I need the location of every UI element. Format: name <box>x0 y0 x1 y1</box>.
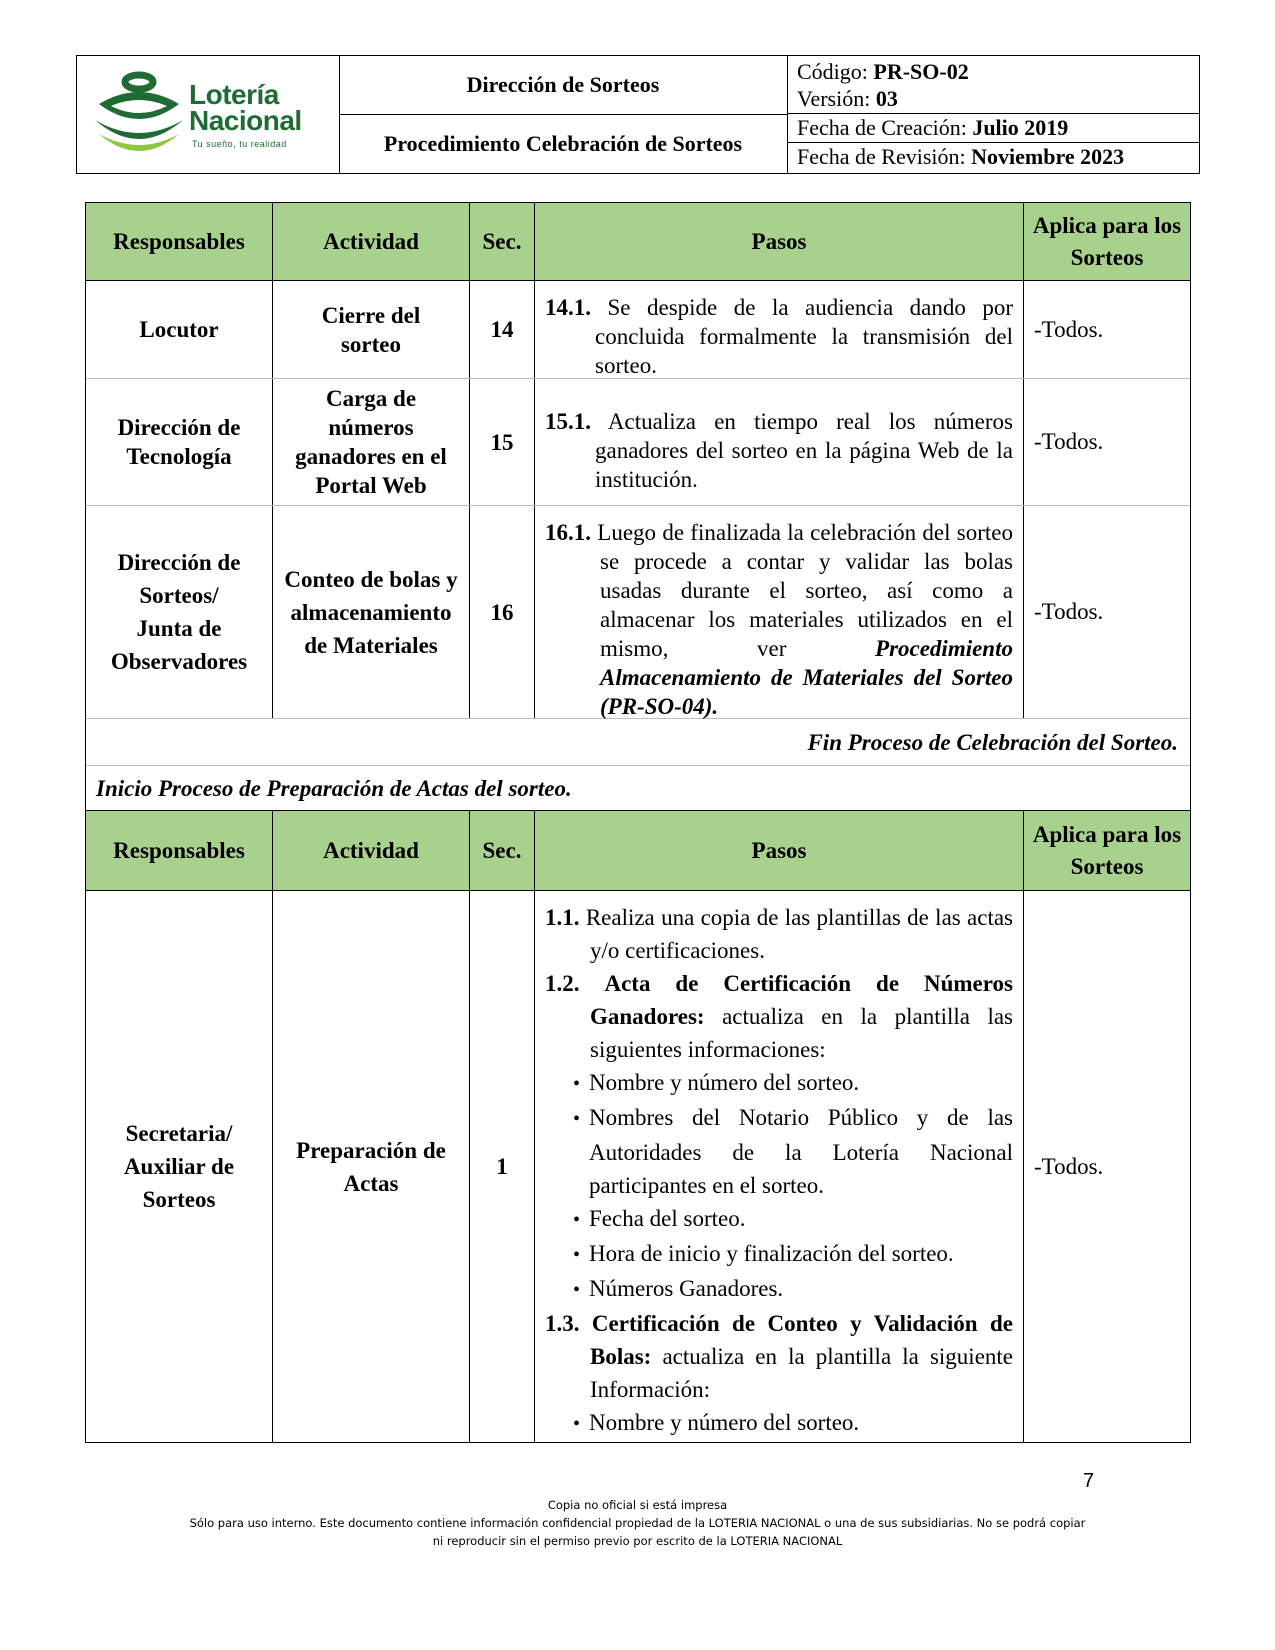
cell-sec: 16 <box>470 506 535 718</box>
col-header-pasos: Pasos <box>535 811 1024 890</box>
footer-confidential-line2: ni reproducir sin el permiso previo por escrito de la LOTERIA NACIONAL <box>432 1534 843 1548</box>
inicio-proceso-row <box>86 766 1190 811</box>
cell-responsable: Dirección de Tecnología <box>86 379 273 505</box>
table-header-row <box>86 811 1190 891</box>
list-item: • Nombre y número del sorteo. <box>545 1406 1013 1441</box>
step-1-1: 1.1. Realiza una copia de las plantillas de las actas y/o certificaciones. <box>545 905 1014 963</box>
col-header-responsables: Responsables <box>86 811 273 890</box>
col-header-responsables: Responsables <box>86 203 273 280</box>
footer-copy-notice: Copia no oficial si está impresa <box>547 1498 728 1512</box>
table-row <box>86 281 1190 379</box>
col-header-actividad: Actividad <box>273 203 470 280</box>
header-title-direccion: Dirección de Sorteos <box>339 56 787 115</box>
footer-confidential-line1: Sólo para uso interno. Este documento contiene información confidencial propiedad de la LOTERIA NACIONAL o una de sus subsidiarias. No se podrá copiar <box>189 1516 1086 1530</box>
table-header-row <box>86 203 1190 281</box>
cell-aplica: -Todos. <box>1034 1153 1104 1179</box>
logo-tagline: Tu sueño, tu realidad <box>192 139 287 149</box>
list-item: • Nombres del Notario Público y de las Autoridades de la Lotería Nacional participantes en el sorteo. <box>545 1101 1013 1202</box>
cell-pasos: 16.1. Luego de finalizada la celebración del sorteo se procede a contar y validar las bolas usadas durante el sorteo, así como a almacenar los materiales utilizados en el mismo, ver Procedimiento Almacenamiento de Materiales del Sorteo (PR-SO-04). <box>535 506 1024 718</box>
cell-actividad: Cierre del sorteo <box>273 281 470 378</box>
cell-sec: 14 <box>470 281 535 378</box>
procedure-table <box>85 202 1191 1443</box>
cell-aplica: -Todos. <box>1034 429 1104 454</box>
cell-aplica: -Todos. <box>1034 316 1104 342</box>
cell-pasos: 15.1. Actualiza en tiempo real los números ganadores del sorteo en la página Web de la institución. <box>535 379 1024 505</box>
logo-wordmark: Lotería Nacional <box>189 79 302 136</box>
col-header-sec: Sec. <box>470 203 535 280</box>
list-item: • Hora de inicio y finalización del sorteo. <box>545 1237 1013 1272</box>
cell-aplica: -Todos. <box>1034 599 1104 624</box>
cell-responsable: Dirección de Sorteos/ Junta de Observadores <box>86 506 273 718</box>
cell-pasos <box>535 891 1024 1442</box>
loteria-logo-icon <box>89 68 199 168</box>
cell-sec: 15 <box>470 379 535 505</box>
list-item: • Fecha del sorteo. <box>545 1202 1013 1237</box>
step-1-2: 1.2. Acta de Certificación de Números Ganadores: actualiza en la plantilla las siguientes informaciones: <box>545 971 1014 1062</box>
step-1-3: 1.3. Certificación de Conteo y Validación de Bolas: actualiza en la plantilla la siguiente Información: <box>545 1311 1014 1402</box>
page-number: 7 <box>1083 1470 1095 1492</box>
document-header <box>76 55 1200 174</box>
table-row <box>86 379 1190 506</box>
cell-pasos: 14.1. Se despide de la audiencia dando por concluida formalmente la transmisión del sorteo. <box>535 281 1024 378</box>
loteria-logo <box>77 56 340 173</box>
header-fecha-revision: Fecha de Revisión: Noviembre 2023 <box>797 144 1125 169</box>
cell-sec: 1 <box>470 891 535 1442</box>
col-header-aplica: Aplica para los Sorteos <box>1032 212 1182 270</box>
col-header-sec: Sec. <box>470 811 535 890</box>
header-codigo-version: Código: PR-SO-02 Versión: 03 <box>787 56 1199 114</box>
table-row <box>86 891 1190 1442</box>
col-header-actividad: Actividad <box>273 811 470 890</box>
cell-actividad: Conteo de bolas y almacenamiento de Materiales <box>273 506 470 718</box>
inicio-proceso-text: Inicio Proceso de Preparación de Actas del sorteo. <box>96 775 572 801</box>
list-item: • Números Ganadores. <box>545 1272 1013 1307</box>
col-header-aplica: Aplica para los Sorteos <box>1032 821 1182 879</box>
cell-responsable: Secretaria/ Auxiliar de Sorteos <box>86 891 273 1442</box>
fin-proceso-text: Fin Proceso de Celebración del Sorteo. <box>807 729 1178 755</box>
header-fecha-creacion: Fecha de Creación: Julio 2019 <box>787 114 1199 143</box>
cell-actividad: Carga de números ganadores en el Portal Web <box>273 379 470 505</box>
list-item: • Nombre y número del sorteo. <box>545 1066 1013 1101</box>
header-title-procedimiento: Procedimiento Celebración de Sorteos <box>383 131 743 156</box>
col-header-pasos: Pasos <box>535 203 1024 280</box>
table-row <box>86 506 1190 719</box>
fin-proceso-row <box>86 719 1190 766</box>
cell-actividad: Preparación de Actas <box>273 891 470 1442</box>
cell-responsable: Locutor <box>86 281 273 378</box>
